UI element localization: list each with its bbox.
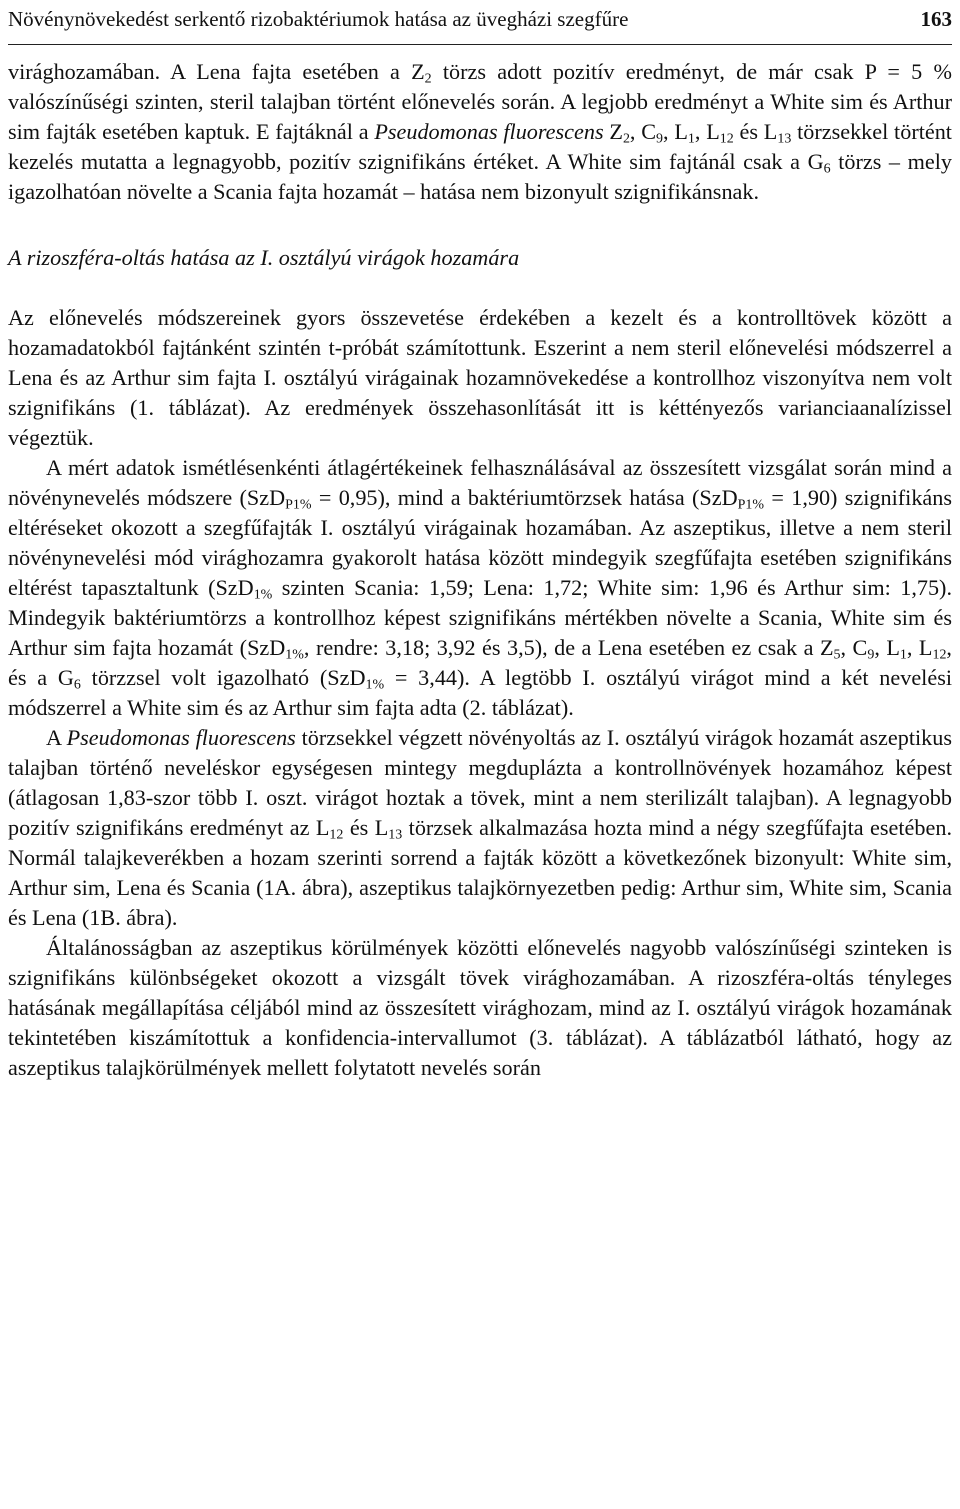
text-run: , és a G [8,635,952,690]
page-number: 163 [920,7,952,31]
subscript: 2 [622,131,630,147]
paragraph-1 [8,57,952,207]
paragraph-2: Az előnevelés módszereinek gyors összevetése érdekében a kezelt és a kontrolltövek között a hozamadatokból fajtánként szintén t-próbát számítottunk. Eszerint a nem steril előnevelési módszerrel a Lena és az Arthur sim fajta I. osztályú virágainak hozamnövekedése a kontrollhoz viszonyítva nem volt szignifikáns (1. táblázat). Az eredmények összehasonlítását itt is kéttényezős varianciaanalízissel végeztük. [8,305,952,450]
text-run: törzs – mely igazolhatóan növelte a Scania fajta hozamát – hatása nem bizonyult szignifikánsnak. [8,149,952,204]
subscript: 2 [424,71,432,87]
subscript: P1% [737,497,765,513]
text-run: , C [840,635,868,660]
text-run: , C [629,119,657,144]
text-run: , L [663,119,688,144]
text-run: törzs adott pozitív eredményt, de már csak P = 5 % valószínűségi szinten, steril talajban történt előnevelés során. A legjobb eredményt a White sim és Arthur sim fajták esetében kaptuk. E fajtáknál a [8,59,952,144]
text-run: A [46,725,67,750]
text-run: szinten Scania: 1,59; Lena: 1,72; White sim: 1,96 és Arthur sim: 1,75). Mindegyik baktériumtörzs a kontrollhoz képest szignifikáns mértékben növelte a Scania, White sim és Arthur sim fajta hozamát (SzD [8,575,952,660]
section-heading: A rizoszféra-oltás hatása az I. osztályú virágok hozamára [8,245,520,270]
text-run: , L [874,635,900,660]
text-run: Z [603,119,623,144]
running-title: Növénynövekedést serkentő rizobaktériumok hatása az üvegházi szegfűre [8,7,629,31]
subscript: 6 [823,161,831,177]
text-run: törzsekkel végzett növényoltás az I. osztályú virágok hozamát aszeptikus talajban történő neveléskor egységesen mintegy megduplázta a kontrollnövények hozamához képest (átlagosan 1,83-szor több I. oszt. virágot hoztak a tövek, mint a nem sterilizált talajban). A legnagyobb pozitív szignifikáns eredményt az L [8,725,952,840]
text-run: törzsek alkalmazása hozta mind a négy szegfűfajta esetében. Normál talajkeverékben a hozam szerinti sorrend a fajták között a következőnek bizonyult: White sim, Arthur sim, Lena és Scania (1A. ábra), aszeptikus talajkörnyezetben pedig: Arthur sim, White sim, Scania és Lena (1B. ábra). [8,815,952,930]
paragraph-3 [8,453,952,723]
subscript: 13 [777,131,792,147]
subscript: 1 [687,131,695,147]
text-run: , L [906,635,933,660]
subscript: 12 [932,647,947,663]
text-run: törzsekkel történt kezelés mutatta a legnagyobb, pozitív szignifikáns értéket. A White sim fajtánál csak a G [8,119,952,174]
paragraph-5: Általánosságban az aszeptikus körülmények közötti előnevelés nagyobb valószínűségi szinteken is szignifikáns különbségeket okozott a vizsgált tövek virághozamában. A rizoszféra-oltás tényleges hatásának megállapítása céljából mind az összesített virághozam, mind az I. osztályú virágok hozamának tekintetében kiszámítottuk a konfidencia-intervallumot (3. táblázat). A táblázatból látható, hogy az aszeptikus talajkörülmények mellett folytatott nevelés során [8,935,952,1080]
text-run: törzzsel volt igazolható (SzD [80,665,366,690]
subscript: 9 [656,131,664,147]
text-run: , rendre: 3,18; 3,92 és 3,5), de a Lena esetében ez csak a Z [303,635,834,660]
text-run: , L [694,119,720,144]
subscript: 1% [365,677,385,693]
subscript: 12 [329,827,344,843]
text-run: = 1,90) szignifikáns eltéréseket okozott a szegfűfajták I. osztályú virágainak hozamában. Az aszeptikus, illetve a nem steril növénynevelési mód virághozamra gyakorolt hatása között mindegyik szegfűfajta esetében szignifikáns eltérést tapasztaltunk (SzD [8,485,952,600]
body-text [8,57,952,1083]
subscript: P1% [285,497,312,513]
text-run: A mért adatok ismétlésenkénti átlagértékeinek felhasználásával az összesített vizsgálat során mind a növénynevelés módszere (SzD [8,455,952,510]
paragraph-4 [8,723,952,933]
subscript: 1 [899,647,907,663]
subscript: 6 [73,677,81,693]
text-run: = 0,95), mind a baktériumtörzsek hatása (SzD [311,485,738,510]
subscript: 9 [867,647,875,663]
subscript: 12 [719,131,734,147]
subscript: 13 [388,827,403,843]
running-header [8,0,952,45]
page [8,0,952,1083]
subscript: 5 [833,647,841,663]
subscript: 1% [285,647,304,663]
text-run: = 3,44). A legtöbb I. osztályú virágot mind a két nevelési módszerrel a White sim és az Arthur sim fajta adta (2. táblázat). [8,665,952,720]
text-run: és L [733,119,778,144]
text-run: és L [343,815,389,840]
subscript: 1% [253,587,273,603]
species-name: Pseudomonas fluorescens [66,725,296,750]
species-name: Pseudomonas fluorescens [374,119,604,144]
text-run: virághozamában. A Lena fajta esetében a Z [8,59,425,84]
